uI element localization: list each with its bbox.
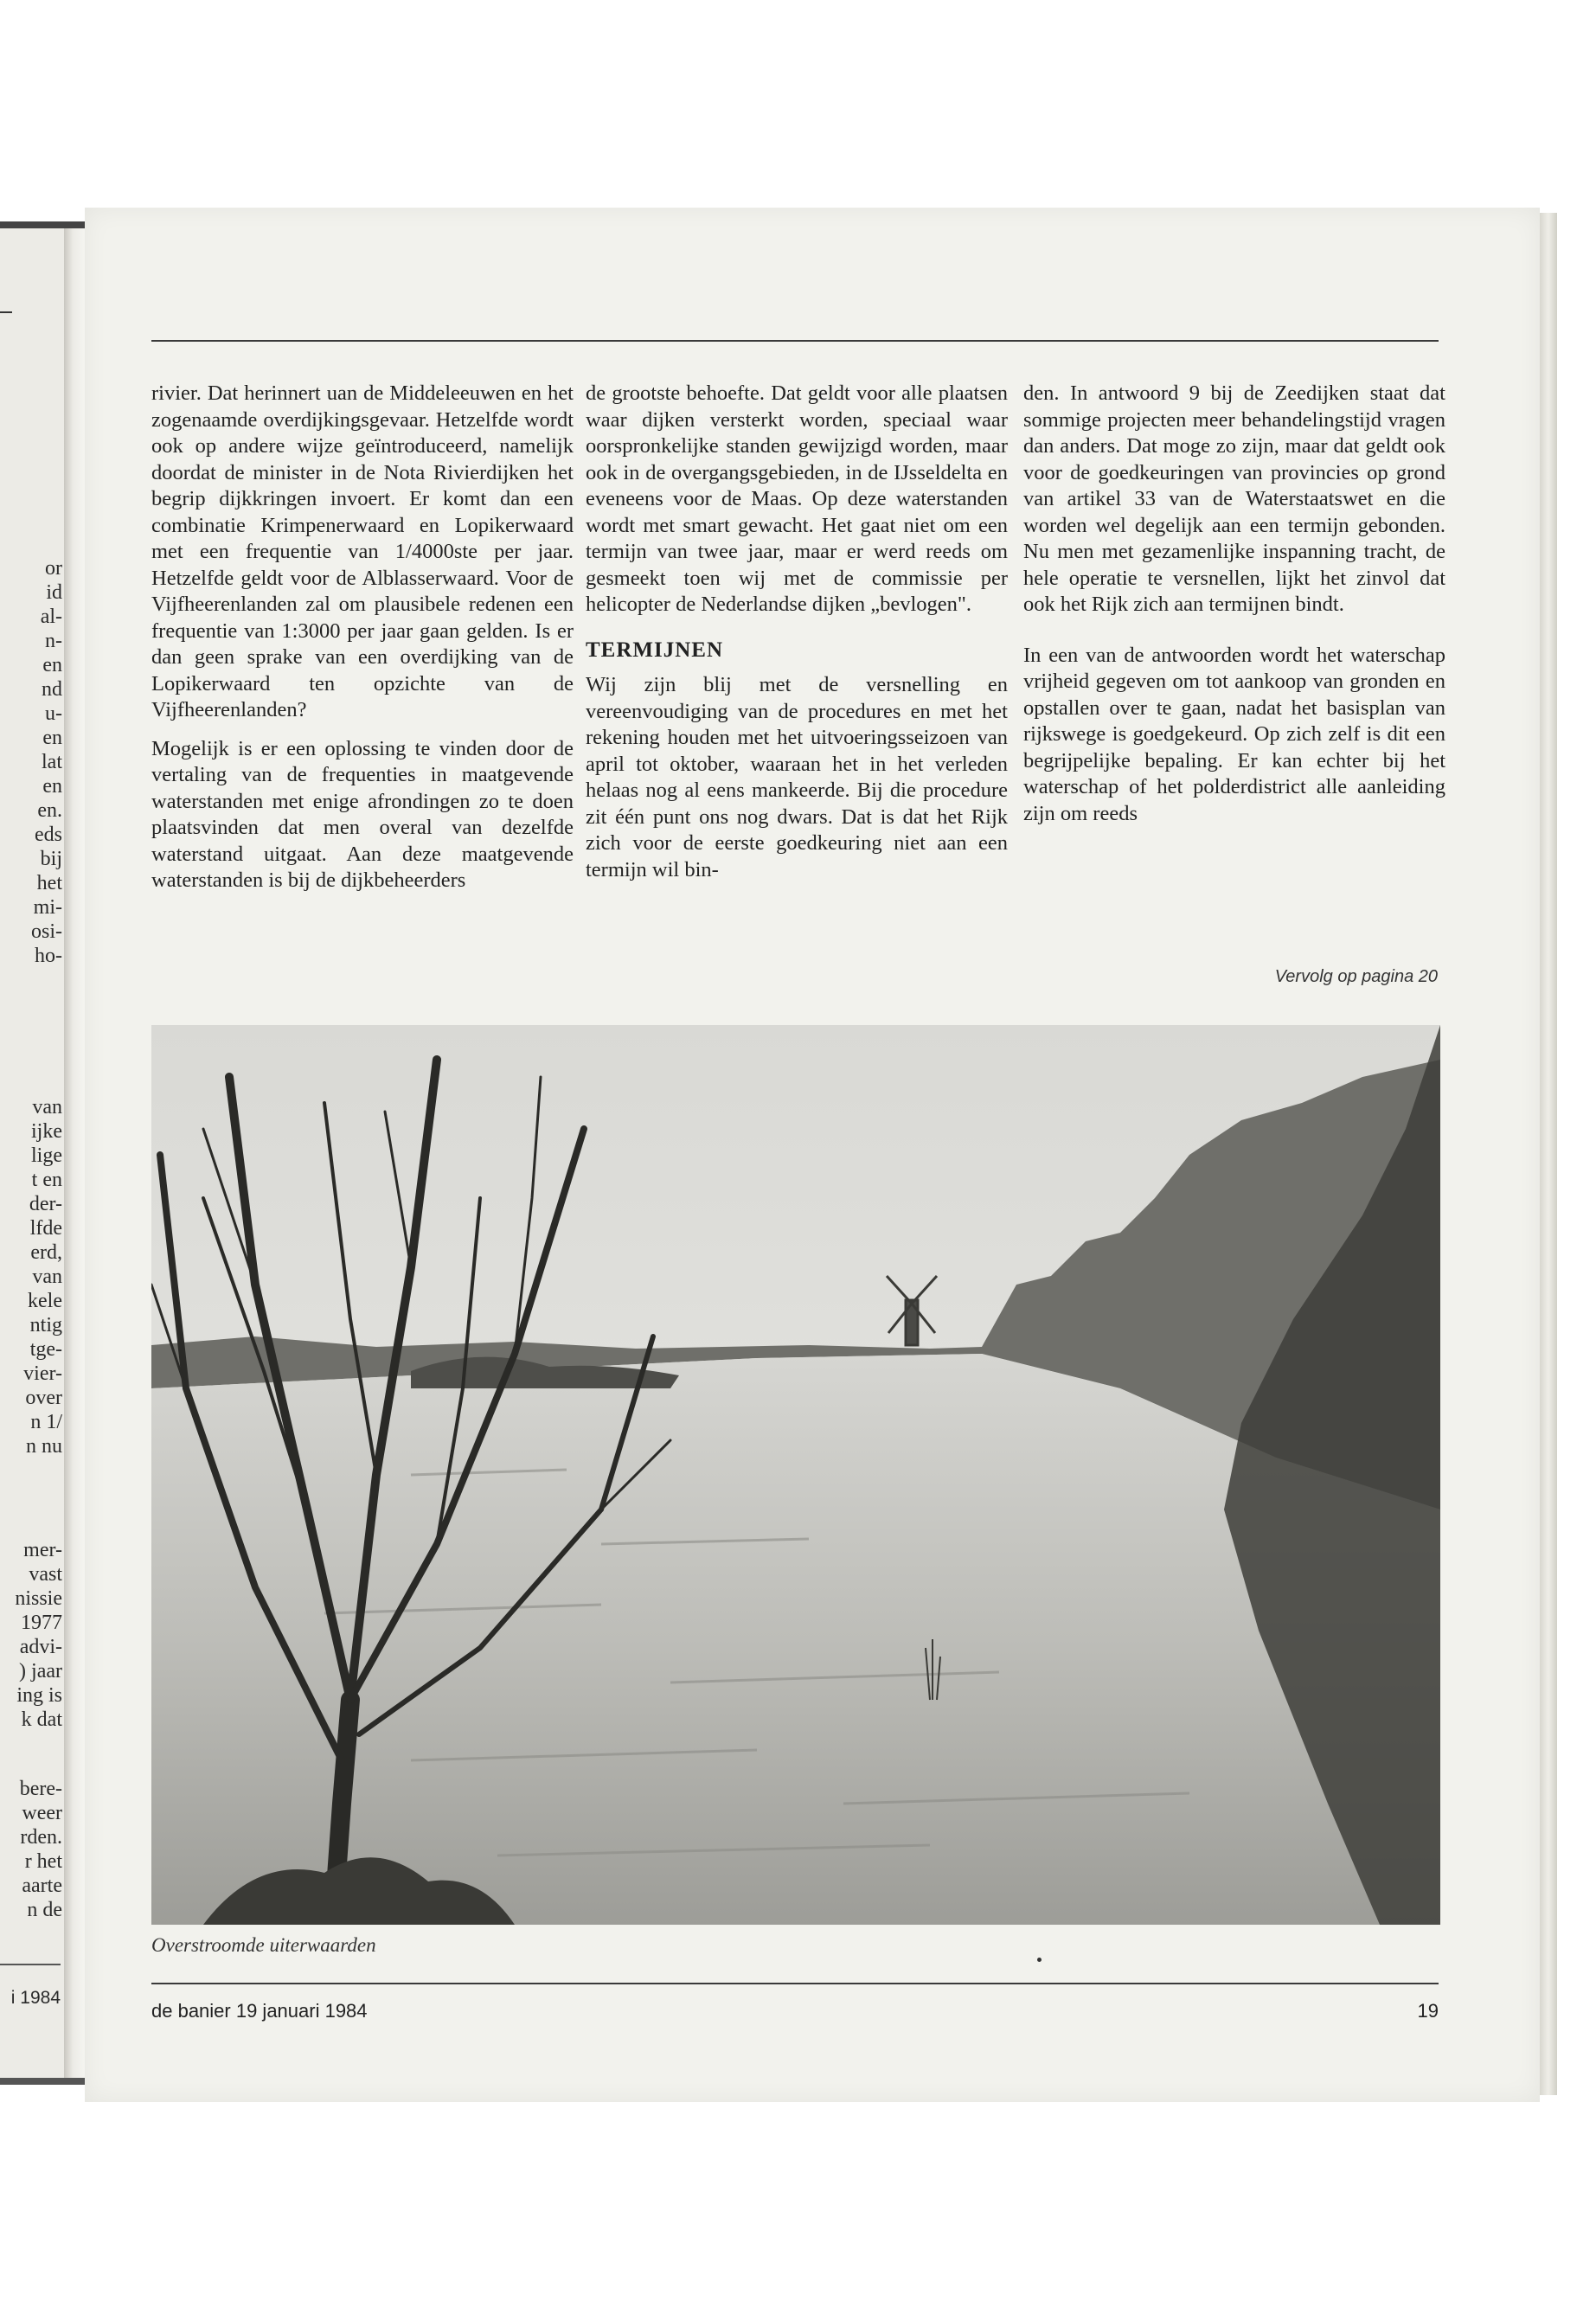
continuation-note: Vervolg op pagina 20	[1274, 967, 1438, 986]
left-page-fragment: het	[36, 872, 62, 894]
left-page-fragment: ing is	[16, 1684, 62, 1707]
left-page-footer-fragment: i 1984	[10, 1988, 61, 2008]
left-page-rule	[0, 1964, 61, 1965]
left-page-fragment: nissie	[15, 1587, 62, 1610]
binding-top	[0, 221, 95, 228]
left-page-fragment: en	[42, 775, 62, 798]
column-2-paragraph-1: de grootste behoefte. Dat geldt voor alle plaatsen waar dijken versterkt worden, speciaal waar oorspronkelijke standen gewijzigd worden, maar ook in de overgangsgebieden, in de IJsseldelta en eveneens voor de Maas. Op deze waterstanden wordt met smart gewacht. Het gaat niet om een termijn van twee jaar, maar er werd reeds om gesmeekt toen wij met de commissie per helicopter de Nederlandse dijken „bevlogen".	[586, 381, 1008, 616]
left-page-fragment: bij	[40, 848, 62, 870]
left-page-fragment: ho-	[35, 945, 62, 967]
left-page-fragment: en.	[37, 799, 62, 822]
column-1-paragraph-2: Mogelijk is er een oplossing te vinden door de vertaling van de frequenties in maatgevende waterstanden met enige afrondingen zo te doen plaatsvinden dat men overal van dezelfde waterstand uitgaat. Aan deze maatgevende waterstanden is bij de dijkbeheerders	[151, 736, 574, 892]
left-page-fragment: vier-	[23, 1362, 62, 1385]
column-3-paragraph-2: In een van de antwoorden wordt het waterschap vrijheid gegeven om tot aankoop van gronden en opstallen over te gaan, nadat het basisplan van rijkswege is goedgekeurd. Op zich zelf is dit een begrijpelijke bepaling. Er kan echter bij het waterschap of het polderdistrict alle aanleiding zijn om reeds	[1023, 643, 1445, 825]
left-page-fragment: mer-	[23, 1539, 62, 1561]
left-page-fragment: n-	[45, 630, 62, 652]
left-page-fragment: al-	[40, 606, 62, 628]
page-number: 19	[1417, 2000, 1439, 2022]
left-page-fragment: over	[25, 1387, 62, 1409]
section-heading: TERMIJNEN	[586, 638, 724, 662]
left-page-fragment: osi-	[31, 920, 62, 943]
article-column-1	[151, 381, 574, 894]
left-page-fragment: ) jaar	[19, 1660, 62, 1682]
column-1-paragraph-1: rivier. Dat herinnert uan de Middeleeuwen en het zogenaamde overdijkingsgevaar. Hetzelfde wordt ook op andere wijze geïntroduceerd, namelijk doordat de minister in de Nota Rivierdijken het begrip dijkkringen invoert. Er komt dan een combinatie Krimpenerwaard en Lopikerwaard met een frequentie van 1/4000ste per jaar. Hetzelfde geldt voor de Alblasserwaard. Voor de Vijfheerenlanden zal om plausibele redenen een frequentie van 1:3000 per jaar gaan gelden. Is er dan geen sprake van een overdijking van de Lopikerwaard ten opzichte van de Vijfheerenlanden?	[151, 381, 574, 721]
footer-publication: de banier 19 januari 1984	[151, 2000, 368, 2022]
edge-mark	[0, 311, 12, 313]
left-page-fragment: van	[32, 1096, 62, 1118]
left-page-fragment: rden.	[20, 1826, 62, 1849]
page-edge	[1540, 213, 1557, 2095]
left-page-fragment: u-	[45, 702, 62, 725]
left-page-fragment: lfde	[29, 1217, 62, 1240]
column-2-paragraph-2: Wij zijn blij met de versnelling en vereenvoudiging van de procedures en met het rekening houden met het uitvoeringsseizoen van april tot oktober, waaraan het in het verleden helaas nog al eens mankeerde. Bij die procedure zit één punt ons nog dwars. Dat is dat het Rijk zich voor de eerste goedkeuring niet aan een termijn wil bin-	[586, 673, 1008, 881]
left-page-fragment: id	[46, 581, 62, 604]
left-page-fragment: n de	[27, 1899, 62, 1921]
column-3-paragraph-1: den. In antwoord 9 bij de Zeedijken staat dat sommige projecten meer behandelingstijd vragen dan anders. Dat moge zo zijn, maar dat geldt ook voor de goedkeuringen van provincies op grond van artikel 33 van de Waterstaatswet en die worden wel degelijk aan een termijn gebonden. Nu men met gezamenlijke inspanning tracht, de hele operatie te versnellen, lijkt het zinvol dat ook het Rijk zich aan termijnen bindt.	[1023, 381, 1445, 616]
left-page-fragment: t en	[31, 1169, 62, 1191]
left-page	[0, 223, 71, 2083]
left-page-fragment: mi-	[33, 896, 62, 919]
left-page-fragment: ntig	[29, 1314, 62, 1336]
left-page-fragment: en	[42, 727, 62, 749]
left-page-fragment: nd	[42, 678, 62, 701]
left-page-fragment: erd,	[30, 1241, 62, 1264]
speck	[1037, 1958, 1042, 1962]
top-rule	[151, 340, 1439, 342]
left-page-fragment: n 1/	[30, 1411, 62, 1433]
left-page-fragment: en	[42, 654, 62, 676]
bottom-rule	[151, 1983, 1439, 1984]
left-page-fragment: aarte	[22, 1875, 62, 1897]
left-page-fragment: weer	[22, 1802, 62, 1824]
left-page-fragment: ijke	[31, 1120, 62, 1143]
left-page-fragment: or	[45, 557, 62, 580]
left-page-fragment: lige	[31, 1144, 62, 1167]
left-page-fragment: van	[32, 1266, 62, 1288]
left-page-fragment: r het	[24, 1850, 62, 1873]
left-page-fragment: n nu	[26, 1435, 62, 1458]
left-page-fragment: k dat	[21, 1708, 62, 1731]
photo-caption: Overstroomde uiterwaarden	[151, 1934, 376, 1956]
left-page-fragment: der-	[29, 1193, 62, 1215]
article-column-3	[1023, 381, 1445, 827]
left-page-fragment: lat	[42, 751, 62, 773]
left-page-fragment: eds	[35, 824, 62, 846]
left-page-fragment: 1977	[21, 1612, 62, 1634]
left-page-fragment: kele	[28, 1290, 62, 1312]
left-page-fragment: advi-	[19, 1636, 62, 1658]
left-page-fragment: tge-	[29, 1338, 62, 1361]
flood-photo	[151, 1025, 1440, 1925]
article-column-2	[586, 381, 1008, 883]
left-page-fragment: bere-	[19, 1778, 62, 1800]
book-spine	[64, 223, 87, 2083]
left-page-fragment: vast	[29, 1563, 62, 1586]
binding-bottom	[0, 2078, 95, 2085]
